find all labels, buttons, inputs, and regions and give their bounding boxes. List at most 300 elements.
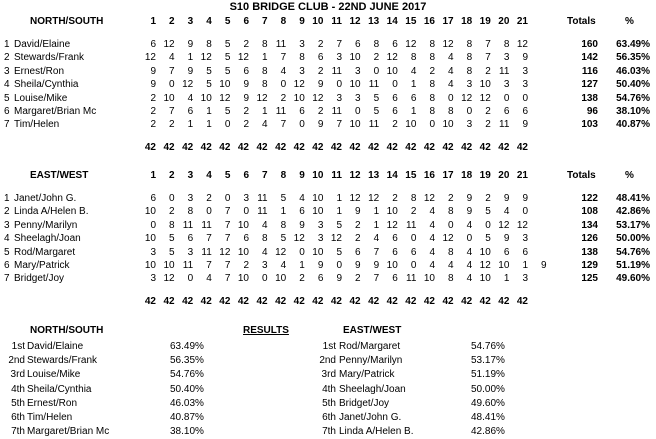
board-total: 42: [405, 141, 417, 153]
board-score: 5: [224, 65, 231, 77]
board-score: 7: [206, 260, 212, 271]
pair-percent: 63.49%: [616, 39, 650, 50]
board-score: 10: [386, 65, 398, 77]
board-score: 9: [541, 260, 547, 271]
board-score: 1: [503, 273, 510, 285]
board-score: 7: [280, 119, 287, 131]
board-score: 3: [503, 79, 510, 91]
result-percent: 53.17%: [471, 355, 505, 367]
board-score: 4: [466, 219, 473, 231]
result-rank: 4th: [322, 383, 336, 395]
board-score: 8: [429, 106, 435, 117]
board-score: 0: [187, 273, 194, 285]
board-score: 9: [503, 233, 510, 245]
board-score: 0: [206, 206, 212, 218]
board-score: 6: [392, 106, 398, 117]
board-score: 12: [516, 39, 528, 50]
board-score: 0: [503, 92, 510, 104]
board-score: 5: [336, 246, 342, 258]
board-score: 9: [317, 79, 324, 91]
board-number-header: 17: [442, 16, 454, 27]
results-label: RESULTS: [243, 325, 289, 336]
board-score: 6: [317, 52, 324, 64]
board-score: 0: [299, 246, 305, 258]
board-score: 5: [206, 65, 212, 77]
board-number-header: 18: [461, 16, 473, 27]
percent-header: %: [625, 170, 634, 181]
result-pair-name: Louise/Mike: [27, 369, 81, 381]
board-score: 2: [355, 233, 361, 245]
board-score: 2: [317, 39, 324, 50]
board-score: 7: [224, 219, 231, 231]
board-score: 11: [182, 260, 194, 271]
board-score: 6: [503, 246, 510, 258]
board-number-header: 13: [368, 170, 380, 181]
board-score: 6: [243, 65, 249, 77]
pair-percent: 53.17%: [616, 219, 650, 231]
pair-percent: 50.40%: [616, 79, 650, 91]
board-score: 2: [448, 193, 454, 204]
board-score: 0: [299, 119, 305, 131]
pair-name: Linda A/Helen B.: [14, 206, 89, 218]
board-score: 11: [201, 246, 212, 258]
board-score: 5: [224, 106, 231, 117]
board-score: 4: [280, 65, 287, 77]
board-score: 3: [336, 92, 342, 104]
board-score: 5: [280, 193, 287, 204]
pair-number: 1: [4, 39, 10, 50]
board-score: 7: [206, 233, 212, 245]
result-percent: 46.03%: [170, 397, 204, 409]
pair-total: 116: [581, 65, 598, 77]
board-score: 4: [299, 193, 305, 204]
pair-name: Margaret/Brian Mc: [14, 106, 97, 117]
pair-name: Sheila/Cynthia: [14, 79, 79, 91]
board-score: 9: [522, 119, 528, 131]
board-score: 11: [499, 119, 510, 131]
board-score: 0: [485, 219, 491, 231]
board-score: 10: [163, 92, 175, 104]
board-score: 1: [187, 52, 194, 64]
board-score: 0: [466, 106, 473, 117]
board-score: 8: [299, 52, 305, 64]
board-total: 42: [423, 141, 435, 153]
board-score: 9: [503, 193, 510, 204]
board-score: 1: [299, 260, 305, 271]
board-score: 7: [169, 106, 175, 117]
board-score: 0: [448, 92, 454, 104]
result-percent: 38.10%: [170, 426, 204, 438]
board-score: 2: [243, 39, 249, 50]
board-number-header: 2: [169, 16, 175, 27]
board-score: 6: [243, 233, 249, 245]
board-score: 0: [336, 260, 342, 271]
board-score: 4: [429, 206, 435, 218]
board-number-header: 16: [423, 16, 435, 27]
board-score: 1: [262, 52, 268, 64]
board-score: 1: [410, 79, 417, 91]
board-score: 9: [317, 119, 324, 131]
result-pair-name: Mary/Patrick: [339, 369, 395, 381]
board-score: 6: [503, 106, 510, 117]
result-rank: 1st: [11, 341, 25, 352]
board-score: 3: [243, 193, 249, 204]
result-percent: 54.76%: [170, 369, 204, 381]
totals-header: Totals: [567, 170, 596, 181]
board-score: 10: [144, 260, 156, 271]
board-number-header: 11: [331, 170, 342, 181]
pair-total: 127: [581, 79, 598, 91]
board-number-header: 2: [169, 170, 175, 181]
board-total: 42: [516, 295, 528, 307]
board-score: 9: [187, 65, 194, 77]
board-score: 0: [280, 79, 287, 91]
board-score: 9: [150, 65, 156, 77]
board-total: 42: [368, 141, 380, 153]
board-score: 2: [485, 119, 491, 131]
board-score: 6: [299, 206, 305, 218]
board-score: 9: [299, 219, 305, 231]
board-score: 10: [275, 273, 287, 285]
board-score: 8: [429, 92, 435, 104]
board-score: 5: [336, 219, 342, 231]
pair-number: 2: [4, 52, 10, 64]
board-total: 42: [219, 141, 231, 153]
pair-number: 4: [4, 233, 10, 245]
board-number-header: 20: [498, 16, 510, 27]
board-total: 42: [498, 141, 510, 153]
board-total: 42: [461, 295, 473, 307]
board-number-header: 10: [312, 170, 324, 181]
board-score: 4: [466, 260, 473, 271]
board-score: 5: [224, 52, 231, 64]
board-score: 6: [355, 246, 361, 258]
board-score: 1: [187, 119, 194, 131]
board-score: 12: [163, 273, 175, 285]
pair-number: 3: [4, 65, 10, 77]
board-score: 4: [410, 65, 417, 77]
board-score: 3: [150, 273, 156, 285]
board-total: 42: [163, 141, 175, 153]
board-score: 2: [169, 119, 175, 131]
board-score: 2: [429, 65, 435, 77]
board-score: 6: [410, 246, 417, 258]
board-score: 8: [448, 273, 454, 285]
board-score: 2: [392, 119, 398, 131]
board-number-header: 14: [386, 170, 398, 181]
result-percent: 56.35%: [170, 355, 204, 367]
board-score: 2: [206, 193, 212, 204]
pair-percent: 40.87%: [616, 119, 650, 131]
result-pair-name: David/Elaine: [27, 341, 84, 352]
board-score: 10: [479, 79, 491, 91]
board-score: 12: [368, 193, 380, 204]
ns-heading: NORTH/SOUTH: [30, 16, 104, 27]
board-score: 4: [429, 246, 435, 258]
board-score: 6: [392, 92, 398, 104]
board-score: 6: [187, 233, 194, 245]
board-number-header: 20: [498, 170, 510, 181]
board-score: 2: [373, 52, 380, 64]
board-number-header: 6: [243, 170, 249, 181]
result-pair-name: Sheila/Cynthia: [27, 383, 92, 395]
pair-total: 103: [581, 119, 598, 131]
board-score: 2: [169, 206, 175, 218]
board-score: 11: [406, 219, 417, 231]
ew-heading: EAST/WEST: [30, 170, 89, 181]
board-score: 7: [485, 39, 491, 50]
board-score: 4: [262, 119, 268, 131]
pair-total: 142: [581, 52, 598, 64]
board-total: 42: [275, 295, 287, 307]
board-score: 8: [503, 39, 510, 50]
pair-total: 96: [586, 106, 598, 117]
result-pair-name: Penny/Marilyn: [339, 355, 403, 367]
board-score: 10: [293, 92, 305, 104]
board-score: 3: [262, 260, 268, 271]
board-number-header: 19: [479, 16, 491, 27]
page-title: S10 BRIDGE CLUB - 22ND JUNE 2017: [229, 1, 427, 13]
board-score: 10: [144, 233, 156, 245]
result-pair-name: Ernest/Ron: [27, 397, 78, 409]
pair-number: 7: [4, 273, 10, 285]
board-score: 1: [206, 119, 212, 131]
board-score: 3: [466, 79, 473, 91]
board-number-header: 1: [150, 170, 156, 181]
pair-number: 3: [4, 219, 10, 231]
board-score: 6: [522, 246, 528, 258]
board-total: 42: [182, 295, 194, 307]
board-score: 12: [479, 260, 491, 271]
board-score: 8: [262, 65, 268, 77]
result-pair-name: Linda A/Helen B.: [339, 426, 414, 438]
result-pair-name: Janet/John G.: [339, 412, 402, 423]
board-score: 10: [405, 119, 417, 131]
board-score: 10: [237, 219, 249, 231]
pair-total: 160: [581, 39, 598, 50]
result-percent: 49.60%: [471, 397, 505, 409]
board-score: 10: [349, 119, 361, 131]
board-score: 12: [256, 92, 268, 104]
board-score: 2: [243, 106, 249, 117]
board-score: 12: [461, 92, 473, 104]
board-score: 10: [163, 260, 175, 271]
board-score: 2: [392, 193, 398, 204]
board-score: 1: [336, 206, 342, 218]
board-score: 5: [485, 233, 491, 245]
board-score: 10: [349, 79, 361, 91]
totals-header: Totals: [567, 16, 596, 27]
board-score: 12: [498, 219, 510, 231]
board-score: 1: [206, 106, 212, 117]
board-total: 42: [312, 295, 324, 307]
board-total: 42: [219, 295, 231, 307]
board-number-header: 5: [224, 16, 231, 27]
board-score: 2: [150, 119, 156, 131]
board-score: 1: [262, 106, 268, 117]
board-score: 9: [317, 260, 324, 271]
pair-percent: 38.10%: [616, 106, 650, 117]
results-ns-heading: NORTH/SOUTH: [30, 325, 104, 336]
board-number-header: 1: [150, 16, 156, 27]
board-score: 8: [262, 39, 268, 50]
board-score: 8: [429, 39, 435, 50]
board-score: 2: [299, 273, 305, 285]
board-score: 6: [410, 92, 417, 104]
result-rank: 7th: [11, 426, 25, 438]
board-score: 9: [187, 39, 194, 50]
board-number-header: 4: [206, 16, 212, 27]
board-score: 9: [466, 193, 473, 204]
board-score: 8: [466, 52, 473, 64]
pair-number: 6: [4, 106, 10, 117]
board-score: 4: [169, 52, 175, 64]
board-score: 1: [280, 206, 287, 218]
board-number-header: 17: [442, 170, 454, 181]
board-score: 5: [169, 246, 175, 258]
board-score: 0: [224, 193, 231, 204]
board-score: 8: [206, 39, 212, 50]
board-number-header: 18: [461, 170, 473, 181]
board-score: 6: [187, 106, 194, 117]
pair-total: 129: [581, 260, 598, 271]
board-total: 42: [293, 295, 305, 307]
board-score: 6: [150, 193, 156, 204]
board-score: 11: [368, 119, 380, 131]
board-total: 42: [479, 295, 491, 307]
board-score: 5: [373, 92, 380, 104]
result-percent: 42.86%: [471, 426, 505, 438]
board-score: 11: [275, 106, 287, 117]
board-score: 12: [200, 52, 212, 64]
board-score: 11: [201, 219, 212, 231]
board-total: 42: [479, 141, 491, 153]
board-score: 11: [331, 106, 342, 117]
board-score: 12: [163, 39, 175, 50]
board-score: 3: [522, 273, 528, 285]
result-rank: 3rd: [321, 369, 336, 381]
board-score: 2: [410, 206, 417, 218]
board-score: 11: [182, 219, 194, 231]
board-score: 11: [331, 65, 342, 77]
pair-name: Ernest/Ron: [14, 65, 65, 77]
board-score: 3: [187, 193, 194, 204]
result-percent: 48.41%: [471, 412, 505, 423]
board-score: 12: [219, 92, 231, 104]
board-score: 2: [150, 106, 156, 117]
result-percent: 54.76%: [471, 341, 505, 352]
board-score: 9: [522, 52, 528, 64]
board-number-header: 19: [479, 170, 491, 181]
board-score: 2: [485, 106, 491, 117]
pair-name: Penny/Marilyn: [14, 219, 78, 231]
board-number-header: 10: [312, 16, 324, 27]
board-score: 2: [317, 65, 324, 77]
board-score: 8: [466, 65, 473, 77]
board-score: 7: [336, 39, 342, 50]
pair-name: Louise/Mike: [14, 92, 68, 104]
board-score: 0: [150, 219, 156, 231]
board-number-header: 7: [262, 170, 268, 181]
board-score: 9: [355, 260, 361, 271]
board-number-header: 14: [386, 16, 398, 27]
board-score: 9: [466, 206, 473, 218]
board-total: 42: [256, 141, 268, 153]
board-total: 42: [200, 295, 212, 307]
board-score: 8: [448, 106, 454, 117]
board-score: 12: [386, 52, 398, 64]
board-score: 3: [317, 233, 324, 245]
pair-total: 122: [581, 193, 598, 204]
board-score: 10: [349, 52, 361, 64]
board-score: 12: [275, 246, 287, 258]
board-score: 0: [355, 106, 361, 117]
board-score: 9: [243, 92, 249, 104]
board-score: 0: [522, 92, 528, 104]
pair-number: 6: [4, 260, 10, 271]
board-score: 7: [224, 233, 231, 245]
board-number-header: 6: [243, 16, 249, 27]
board-score: 10: [312, 206, 324, 218]
pair-name: David/Elaine: [14, 39, 71, 50]
board-score: 7: [224, 206, 231, 218]
result-pair-name: Rod/Margaret: [339, 341, 401, 352]
board-score: 6: [150, 39, 156, 50]
board-score: 12: [423, 193, 435, 204]
board-score: 7: [169, 65, 175, 77]
board-total: 42: [293, 141, 305, 153]
pair-percent: 54.76%: [616, 92, 650, 104]
board-total: 42: [442, 141, 454, 153]
board-score: 3: [503, 52, 510, 64]
board-total: 42: [144, 141, 156, 153]
board-score: 0: [262, 273, 268, 285]
board-score: 3: [299, 65, 305, 77]
board-number-header: 4: [206, 170, 212, 181]
board-total: 42: [256, 295, 268, 307]
board-score: 4: [448, 65, 454, 77]
board-score: 12: [330, 233, 342, 245]
board-score: 4: [280, 260, 287, 271]
board-score: 2: [355, 273, 361, 285]
board-total: 42: [386, 141, 398, 153]
board-score: 10: [479, 246, 491, 258]
pair-name: Rod/Margaret: [14, 246, 76, 258]
board-score: 11: [368, 79, 380, 91]
pair-percent: 49.60%: [616, 273, 650, 285]
board-score: 8: [429, 79, 435, 91]
board-score: 10: [200, 92, 212, 104]
board-score: 3: [336, 52, 342, 64]
board-score: 12: [405, 39, 417, 50]
board-total: 42: [461, 141, 473, 153]
results-ew-heading: EAST/WEST: [343, 325, 402, 336]
board-score: 10: [237, 246, 249, 258]
board-score: 3: [187, 246, 194, 258]
board-score: 9: [243, 79, 249, 91]
pair-percent: 48.41%: [616, 193, 650, 204]
board-score: 11: [257, 206, 268, 218]
board-score: 6: [392, 233, 398, 245]
board-score: 8: [169, 219, 175, 231]
board-number-header: 5: [224, 170, 231, 181]
board-total: 42: [442, 295, 454, 307]
board-score: 3: [299, 39, 305, 50]
result-rank: 5th: [11, 397, 25, 409]
board-score: 5: [206, 79, 212, 91]
board-number-header: 3: [187, 170, 194, 181]
board-total: 42: [330, 141, 342, 153]
